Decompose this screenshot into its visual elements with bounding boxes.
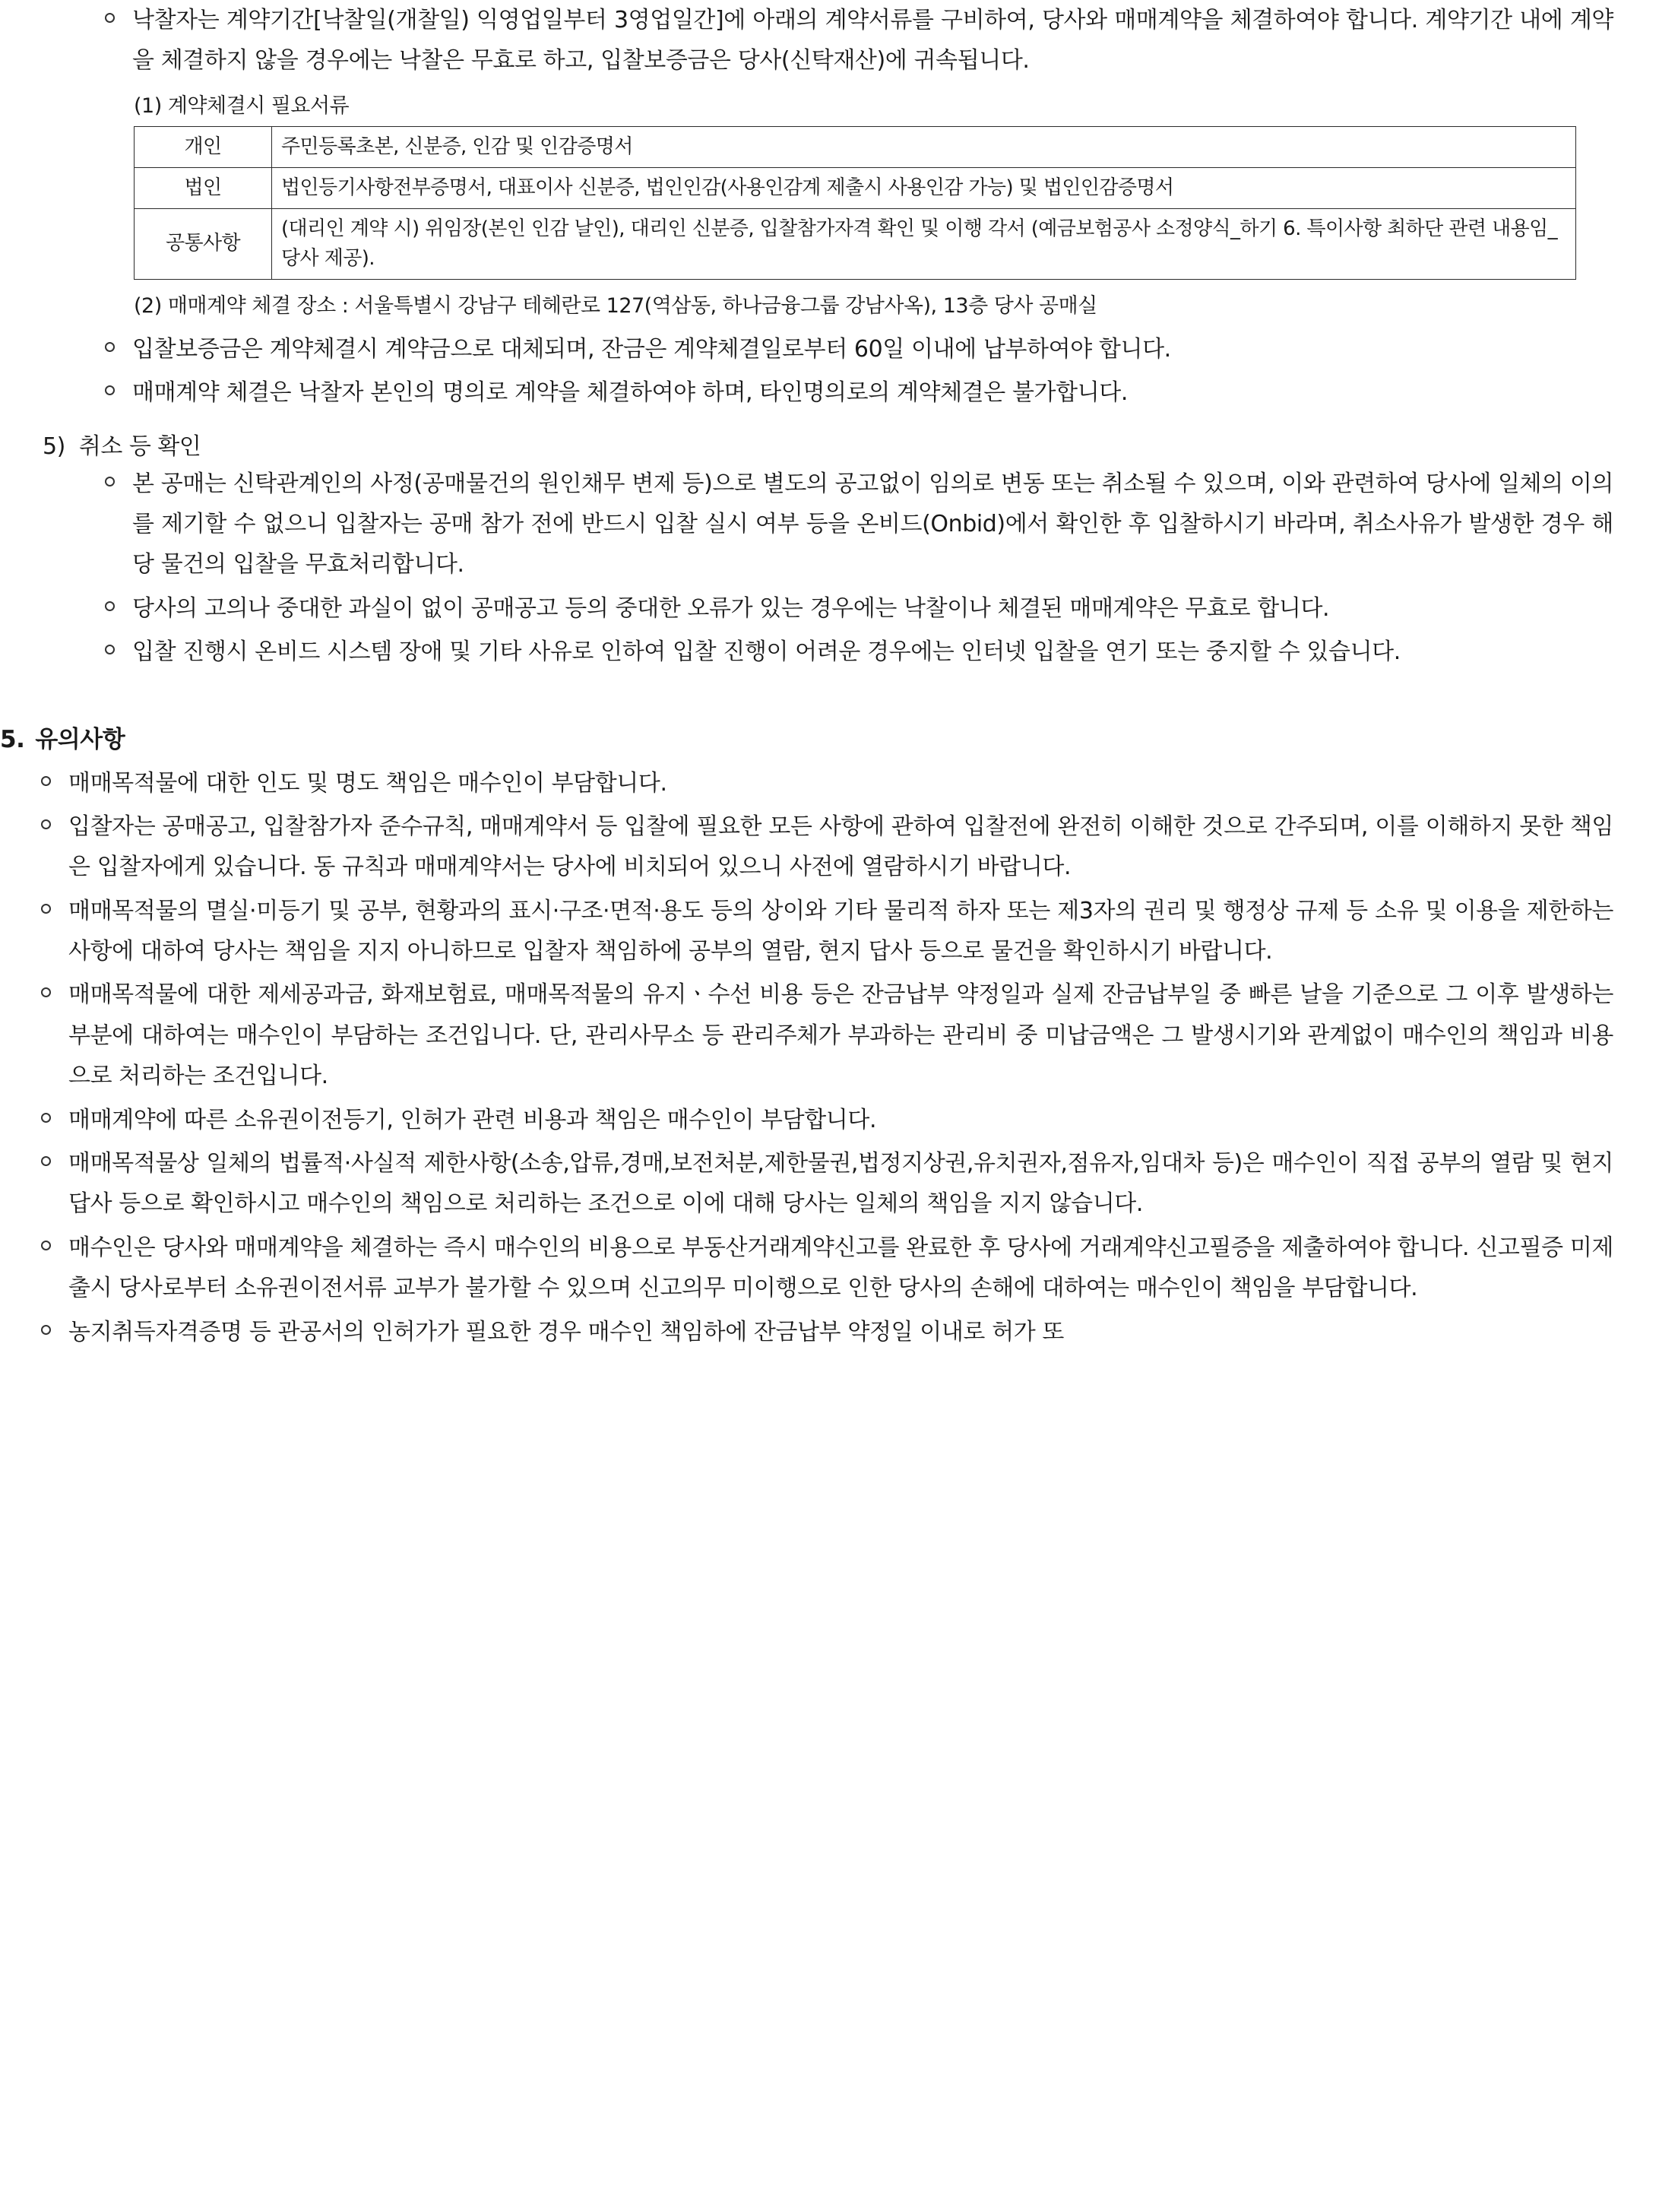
section-title: 유의사항	[35, 725, 125, 753]
list-item-text: 낙찰자는 계약기간[낙찰일(개찰일) 익영업일부터 3영업일간]에 아래의 계약서류를 구비하여, 당사와 매매계약을 체결하여야 합니다. 계약기간 내에 계약을 체결하지 않을 경우에는 낙찰은 무효로 하고, 입찰보증금은 당사(신탁재산)에 귀속됩니다.	[132, 7, 1613, 74]
list-item	[35, 891, 1613, 972]
list-item	[35, 1228, 1613, 1309]
list-item	[99, 0, 1613, 81]
list-item	[35, 974, 1613, 1096]
circle-bullet-icon	[41, 819, 51, 829]
circle-bullet-icon	[41, 776, 51, 786]
list-item-text: 입찰보증금은 계약체결시 계약금으로 대체되며, 잔금은 계약체결일로부터 60일 이내에 납부하여야 합니다.	[132, 335, 1171, 363]
list-item	[35, 1100, 1613, 1140]
contract-documents-block	[0, 0, 1613, 414]
circle-bullet-icon	[41, 1113, 51, 1123]
list-item-text: 매수인은 당사와 매매계약을 체결하는 즉시 매수인의 비용으로 부동산거래계약신고를 완료한 후 당사에 거래계약신고필증을 제출하여야 합니다. 신고필증 미제출시 당사로부터 소유권이전서류 교부가 불가할 수 있으며 신고의무 미이행으로 인한 당사의 손해에 대하여는 매수인이 책임을 부담합니다.	[68, 1234, 1613, 1302]
contract-place-line: (2) 매매계약 체결 장소 : 서울특별시 강남구 테헤란로 127(역삼동, 하나금융그룹 강남사옥), 13층 당사 공매실	[134, 293, 1097, 318]
table-row	[135, 167, 1576, 208]
circle-bullet-icon	[105, 385, 115, 395]
circle-bullet-icon	[41, 1241, 51, 1250]
list-item	[99, 329, 1613, 369]
row-label: 개인	[135, 126, 272, 167]
list-item	[99, 464, 1613, 585]
subsection-number: 5)	[43, 433, 65, 460]
row-value: 주민등록초본, 신분증, 인감 및 인감증명서	[272, 126, 1576, 167]
required-documents-table	[134, 126, 1576, 280]
list-item	[35, 807, 1613, 888]
circle-bullet-icon	[105, 342, 115, 352]
row-value: (대리인 계약 시) 위임장(본인 인감 날인), 대리인 신분증, 입찰참가자격 확인 및 이행 각서 (예금보험공사 소정양식_하기 6. 특이사항 최하단 관련 내용임_당사 제공).	[272, 208, 1576, 279]
row-label: 공통사항	[135, 208, 272, 279]
list-item-text: 당사의 고의나 중대한 과실이 없이 공매공고 등의 중대한 오류가 있는 경우에는 낙찰이나 체결된 매매계약은 무효로 합니다.	[132, 594, 1330, 622]
list-item-text: 매매목적물에 대한 제세공과금, 화재보험료, 매매목적물의 유지ㆍ수선 비용 등은 잔금납부 약정일과 실제 잔금납부일 중 빠른 날을 기준으로 그 이후 발생하는 부분에 대하여는 매수인이 부담하는 조건입니다. 단, 관리사무소 등 관리주체가 부과하는 관리비 중 미납금액은 그 발생시기와 관계없이 매수인의 책임과 비용으로 처리하는 조건입니다.	[68, 981, 1613, 1090]
list-item	[35, 763, 1613, 803]
row-label: 법인	[135, 167, 272, 208]
circle-bullet-icon	[105, 477, 115, 486]
list-item-text: 매매계약에 따른 소유권이전등기, 인허가 관련 비용과 책임은 매수인이 부담합니다.	[68, 1106, 877, 1133]
circle-bullet-icon	[105, 13, 115, 23]
circle-bullet-icon	[41, 1325, 51, 1335]
table-row	[135, 126, 1576, 167]
list-item-text: 매매목적물의 멸실·미등기 및 공부, 현황과의 표시·구조·면적·용도 등의 상이와 기타 물리적 하자 또는 제3자의 권리 및 행정상 규제 등 소유 및 이용을 제한하는 사항에 대하여 당사는 책임을 지지 아니하므로 입찰자 책임하에 공부의 열람, 현지 답사 등으로 물건을 확인하시기 바랍니다.	[68, 897, 1613, 965]
bottom-spacer	[0, 1355, 1613, 1386]
circle-bullet-icon	[105, 645, 115, 654]
list-item-text: 매매계약 체결은 낙찰자 본인의 명의로 계약을 체결하여야 하며, 타인명의로의 계약체결은 불가합니다.	[132, 379, 1128, 407]
list-item-text: 농지취득자격증명 등 관공서의 인허가가 필요한 경우 매수인 책임하에 잔금납부 약정일 이내로 허가 또	[68, 1318, 1064, 1345]
list-item-text: 본 공매는 신탁관계인의 사정(공매물건의 원인채무 변제 등)으로 별도의 공고없이 임의로 변동 또는 취소될 수 있으며, 이와 관련하여 당사에 일체의 이의를 제기할 수 없으니 입찰자는 공매 참가 전에 반드시 입찰 실시 여부 등을 온비드(Onbid)에서 확인한 후 입찰하시기 바라며, 취소사유가 발생한 경우 해당 물건의 입찰을 무효처리합니다.	[132, 470, 1613, 578]
row-value: 법인등기사항전부증명서, 대표이사 신분증, 법인인감(사용인감계 제출시 사용인감 가능) 및 법인인감증명서	[272, 167, 1576, 208]
list-item-text: 입찰 진행시 온비드 시스템 장애 및 기타 사유로 인하여 입찰 진행이 어려운 경우에는 인터넷 입찰을 연기 또는 중지할 수 있습니다.	[132, 639, 1401, 666]
circle-bullet-icon	[41, 904, 51, 914]
subsection-heading-cancellation	[43, 427, 1613, 461]
list-item	[99, 632, 1613, 672]
subsection-title: 취소 등 확인	[78, 433, 201, 460]
table-row	[135, 208, 1576, 279]
section-number: 5.	[0, 725, 25, 753]
list-item-text: 입찰자는 공매공고, 입찰참가자 준수규칙, 매매계약서 등 입찰에 필요한 모든 사항에 관하여 입찰전에 완전히 이해한 것으로 간주되며, 이를 이해하지 못한 책임은 입찰자에게 있습니다. 동 규칙과 매매계약서는 당사에 비치되어 있으니 사전에 열람하시기 바랍니다.	[68, 813, 1613, 881]
list-item	[99, 372, 1613, 413]
list-item	[35, 1143, 1613, 1225]
list-item	[35, 1312, 1613, 1352]
section-heading-notice	[0, 720, 1613, 754]
circle-bullet-icon	[105, 601, 115, 611]
circle-bullet-icon	[41, 987, 51, 997]
list-item-text: 매매목적물상 일체의 법률적·사실적 제한사항(소송,압류,경매,보전처분,제한물권,법정지상권,유치권자,점유자,임대차 등)은 매수인이 직접 공부의 열람 및 현지답사 등으로 확인하시고 매수인의 책임으로 처리하는 조건으로 이에 대해 당사는 일체의 책임을 지지 않습니다.	[68, 1150, 1614, 1218]
required-documents-title: (1) 계약체결시 필요서류	[134, 93, 350, 118]
circle-bullet-icon	[41, 1156, 51, 1166]
list-item	[99, 588, 1613, 629]
list-item-text: 매매목적물에 대한 인도 및 명도 책임은 매수인이 부담합니다.	[68, 769, 667, 797]
